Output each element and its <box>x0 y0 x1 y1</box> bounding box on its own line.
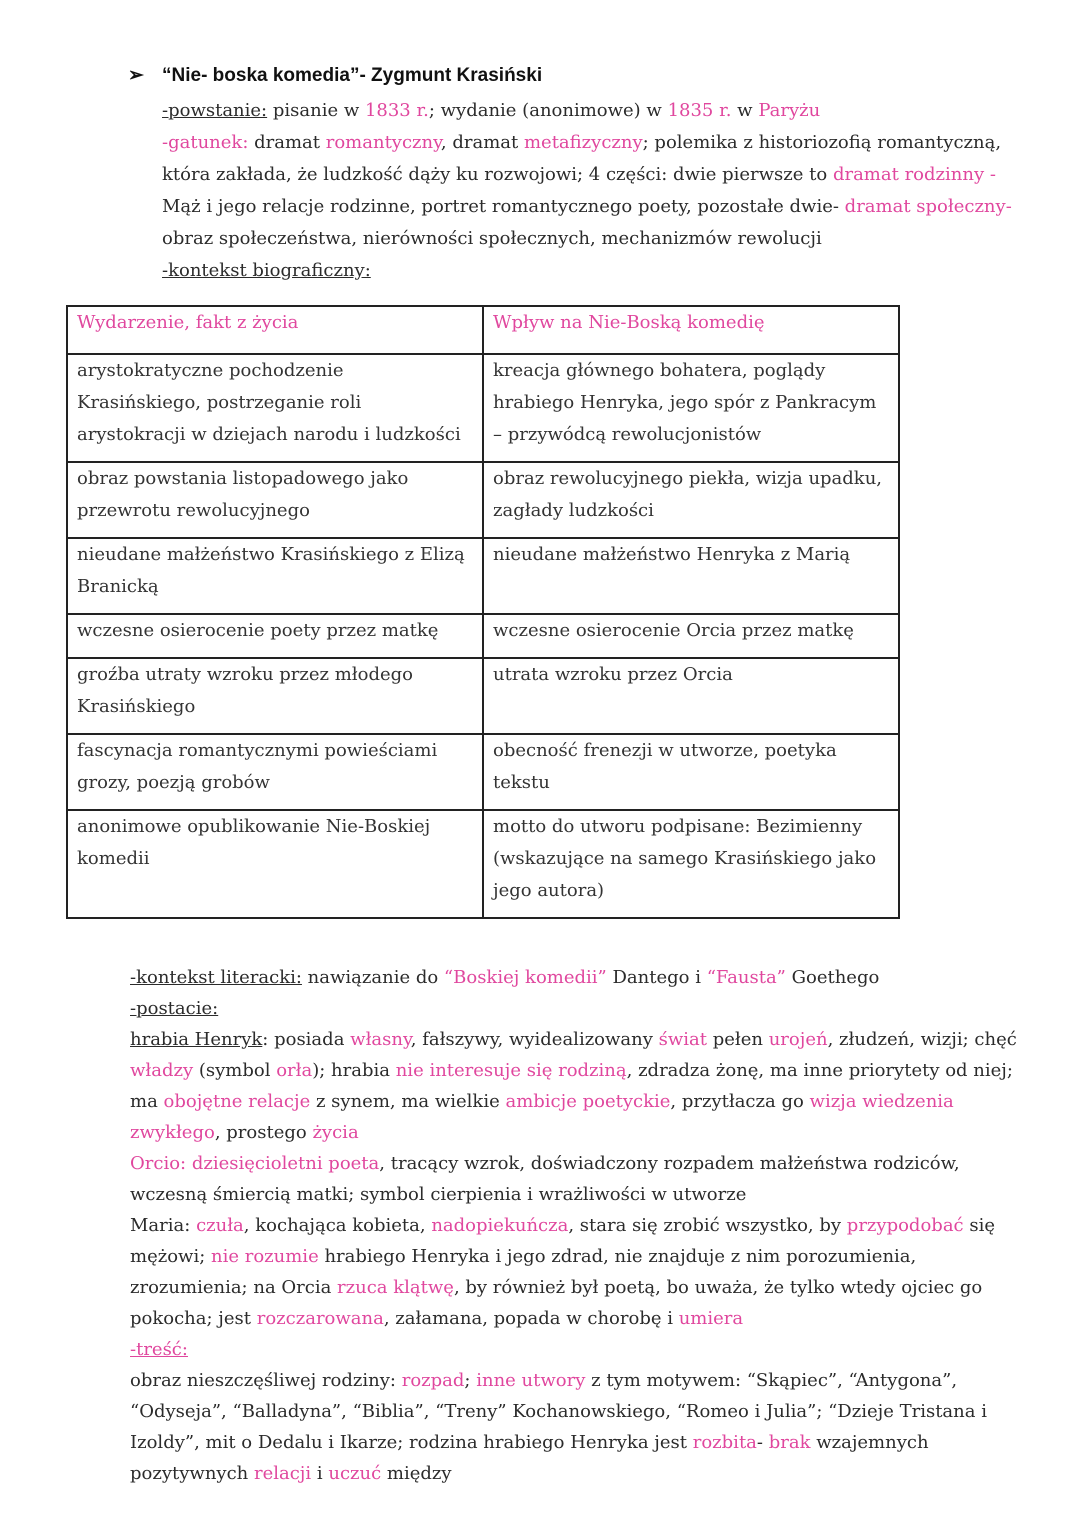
table-cell: groźba utraty wzroku przez młodego Krasińskiego <box>67 658 483 734</box>
character-maria: Maria: czuła, kochająca kobieta, nadopiekuńcza, stara się zrobić wszystko, by przypodobać się mężowi; nie rozumie hrabiego Henryka i jego zdrad, nie znajduje z nim porozumienia, zrozumienia; na Orcia rzuca klątwę, by również był poetą, bo uważa, że tylko wtedy ojciec go pokocha; jest rozczarowana, załamana, popada w chorobę i umiera <box>130 1215 996 1329</box>
table-cell: nieudane małżeństwo Henryka z Marią <box>483 538 899 614</box>
character-orcio: Orcio: dziesięcioletni poeta, tracący wzrok, doświadczony rozpadem małżeństwa rodziców, wczesną śmiercią matki; symbol cierpienia i wrażliwości w utworze <box>130 1153 960 1205</box>
kontekst-literacki-line: -kontekst literacki: nawiązanie do “Boskiej komedii” Dantego i “Fausta” Goethego <box>130 967 880 988</box>
table-header-row <box>67 306 899 354</box>
table-row <box>67 538 899 614</box>
arrow-bullet-icon: ➢ <box>128 65 144 86</box>
biographical-context-table <box>66 305 900 919</box>
table-row <box>67 734 899 810</box>
table-row <box>67 614 899 658</box>
table-header-cell: Wydarzenie, fakt z życia <box>67 306 483 354</box>
table-cell: wczesne osierocenie poety przez matkę <box>67 614 483 658</box>
table-cell: obraz powstania listopadowego jako przewrotu rewolucyjnego <box>67 462 483 538</box>
table-cell: utrata wzroku przez Orcia <box>483 658 899 734</box>
intro-section <box>162 95 1012 287</box>
table-cell: fascynacja romantycznymi powieściami grozy, poezją grobów <box>67 734 483 810</box>
table-row <box>67 462 899 538</box>
table-header-cell: Wpływ na Nie-Boską komedię <box>483 306 899 354</box>
table-cell: motto do utworu podpisane: Bezimienny (wskazujące na samego Krasińskiego jako jego autora) <box>483 810 899 918</box>
notes-section <box>130 962 1020 1489</box>
table-row <box>67 354 899 462</box>
table-cell: kreacja głównego bohatera, poglądy hrabiego Henryka, jego spór z Pankracym – przywódcą rewolucjonistów <box>483 354 899 462</box>
table-cell: obraz rewolucyjnego piekła, wizja upadku, zagłady ludzkości <box>483 462 899 538</box>
powstanie-line: -powstanie: pisanie w 1833 r.; wydanie (anonimowe) w 1835 r. w Paryżu <box>162 100 821 121</box>
tresc-paragraph: obraz nieszczęśliwej rodziny: rozpad; inne utwory z tym motywem: “Skąpiec”, “Antygona”, “Odyseja”, “Balladyna”, “Biblia”, “Treny” Kochanowskiego, “Romeo i Julia”; “Dzieje Tristana i Izoldy”, mit o Dedalu i Ikarze; rodzina hrabiego Henryka jest rozbita- brak wzajemnych pozytywnych relacji i uczuć między <box>130 1370 987 1484</box>
tresc-label: -treść: <box>130 1339 188 1360</box>
character-henryk: hrabia Henryk: posiada własny, fałszywy, wyidealizowany świat pełen urojeń, złudzeń, wizji; chęć władzy (symbol orła); hrabia nie interesuje się rodziną, zdradza żonę, ma inne priorytety od niej; ma obojętne relacje z synem, ma wielkie ambicje poetyckie, przytłacza go wizja wiedzenia zwykłego, prostego życia <box>130 1029 1017 1143</box>
kontekst-biograficzny-label: -kontekst biograficzny: <box>162 260 371 281</box>
table-cell: arystokratyczne pochodzenie Krasińskiego, postrzeganie roli arystokracji w dziejach narodu i ludzkości <box>67 354 483 462</box>
gatunek-paragraph: -gatunek: dramat romantyczny, dramat metafizyczny; polemika z historiozofią romantyczną, która zakłada, że ludzkość dąży ku rozwojowi; 4 części: dwie pierwsze to dramat rodzinny - Mąż i jego relacje rodzinne, portret romantycznego poety, pozostałe dwie- dramat społeczny- obraz społeczeństwa, nierówności społecznych, mechanizmów rewolucji <box>162 132 1012 249</box>
postacie-label: -postacie: <box>130 998 219 1019</box>
table-cell: obecność frenezji w utworze, poetyka tekstu <box>483 734 899 810</box>
table-row <box>67 658 899 734</box>
title-text: “Nie- boska komedia”- Zygmunt Krasiński <box>162 65 543 86</box>
table-cell: wczesne osierocenie Orcia przez matkę <box>483 614 899 658</box>
table-cell: nieudane małżeństwo Krasińskiego z Elizą Branicką <box>67 538 483 614</box>
table-row <box>67 810 899 918</box>
document-title <box>128 64 542 87</box>
table-cell: anonimowe opublikowanie Nie-Boskiej komedii <box>67 810 483 918</box>
